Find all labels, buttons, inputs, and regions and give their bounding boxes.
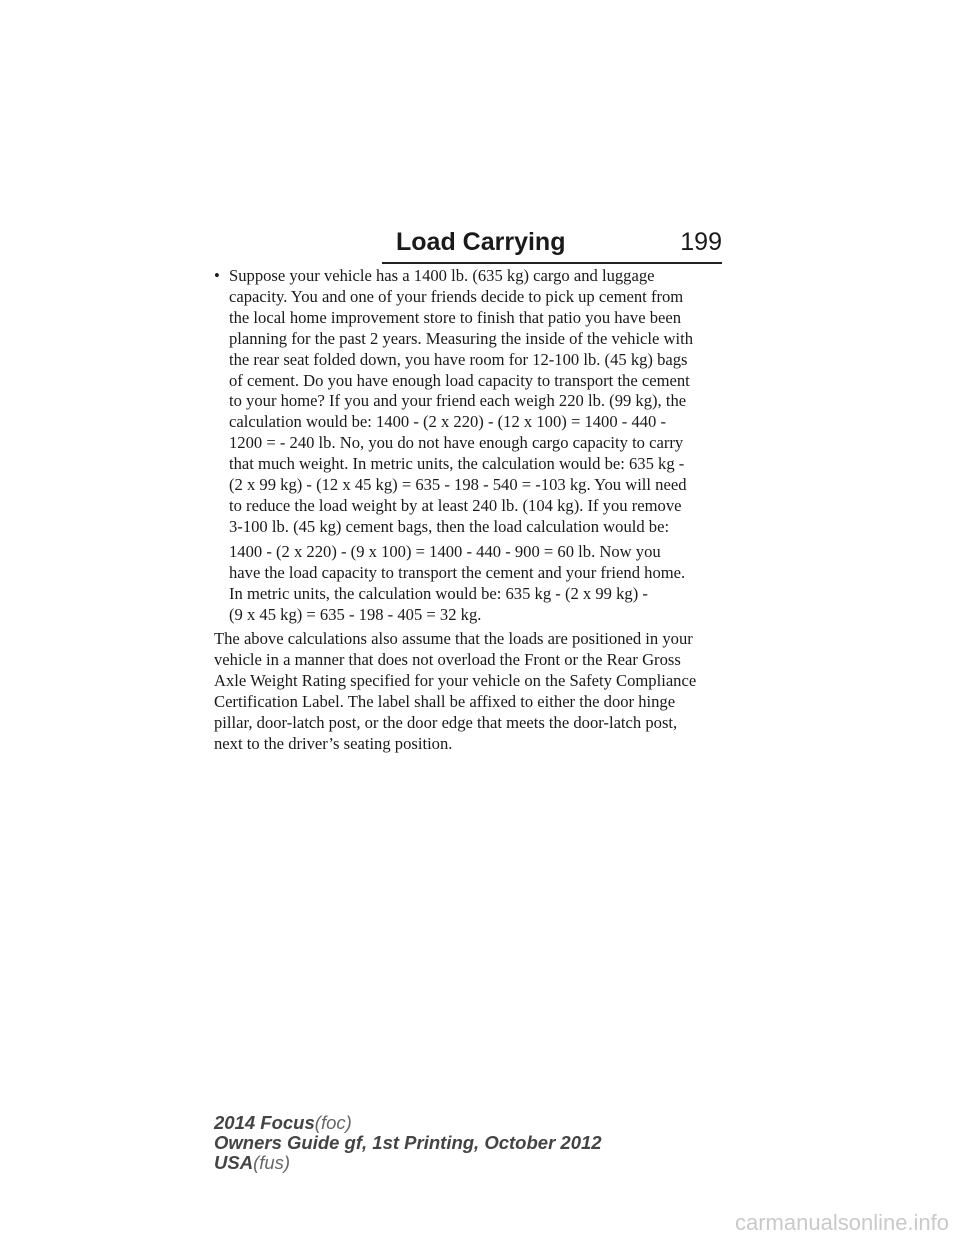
text-line: planning for the past 2 years. Measuring the inside of the vehicle with	[229, 328, 694, 348]
footer-guide-line	[214, 1133, 602, 1153]
text-line: Certification Label. The label shall be affixed to either the door hinge	[214, 692, 676, 712]
bullet-icon: •	[214, 266, 220, 285]
text-line: of cement. Do you have enough load capacity to transport the cement	[229, 370, 690, 390]
closing-paragraph	[214, 629, 726, 754]
text-line: that much weight. In metric units, the calculation would be: 635 kg -	[229, 454, 685, 474]
text-line: vehicle in a manner that does not overload the Front or the Rear Gross	[214, 650, 681, 670]
body-text	[214, 266, 726, 755]
text-line: capacity. You and one of your friends decide to pick up cement from	[229, 286, 684, 306]
text-line: the rear seat folded down, you have room for 12-100 lb. (45 kg) bags	[229, 349, 688, 369]
text-line: Suppose your vehicle has a 1400 lb. (635 kg) cargo and luggage	[229, 266, 655, 285]
text-line: next to the driver’s seating position.	[214, 733, 453, 753]
footer-model-line	[214, 1113, 602, 1133]
page-number: 199	[680, 228, 722, 256]
text-line: In metric units, the calculation would be: 635 kg - (2 x 99 kg) -	[229, 583, 648, 603]
page-header	[382, 226, 722, 262]
text-line: 3-100 lb. (45 kg) cement bags, then the load calculation would be:	[229, 516, 670, 536]
text-line: to your home? If you and your friend each weigh 220 lb. (99 kg), the	[229, 391, 687, 411]
bullet-item	[214, 266, 726, 538]
text-line: the local home improvement store to finish that patio you have been	[229, 307, 682, 327]
text-line: (2 x 99 kg) - (12 x 45 kg) = 635 - 198 - 540 = -103 kg. You will need	[229, 475, 687, 495]
footer-guide-info: Owners Guide gf, 1st Printing, October 2012	[214, 1131, 602, 1153]
footer-region: USA	[214, 1151, 254, 1173]
footer-region-code: (fus)	[253, 1151, 291, 1173]
text-line: (9 x 45 kg) = 635 - 198 - 405 = 32 kg.	[229, 604, 482, 624]
header-divider	[382, 262, 722, 264]
text-line: to reduce the load weight by at least 240 lb. (104 kg). If you remove	[229, 495, 682, 515]
footer-region-line	[214, 1153, 602, 1173]
text-line: pillar, door-latch post, or the door edge that meets the door-latch post,	[214, 713, 678, 733]
watermark-text: carmanualsonline.info	[735, 1210, 950, 1235]
text-line: have the load capacity to transport the cement and your friend home.	[229, 562, 686, 582]
page-footer	[214, 1113, 602, 1172]
text-line: 1200 = - 240 lb. No, you do not have enough cargo capacity to carry	[229, 433, 684, 453]
section-title: Load Carrying	[396, 228, 566, 256]
text-line: Axle Weight Rating specified for your vehicle on the Safety Compliance	[214, 671, 697, 691]
text-line: The above calculations also assume that the loads are positioned in your	[214, 629, 693, 649]
example-calculation-paragraph	[214, 542, 726, 626]
footer-model-code: (foc)	[314, 1112, 352, 1133]
text-line: 1400 - (2 x 220) - (9 x 100) = 1400 - 440 - 900 = 60 lb. Now you	[229, 541, 661, 561]
text-line: calculation would be: 1400 - (2 x 220) - (12 x 100) = 1400 - 440 -	[229, 412, 667, 432]
footer-model: 2014 Focus	[214, 1112, 315, 1133]
